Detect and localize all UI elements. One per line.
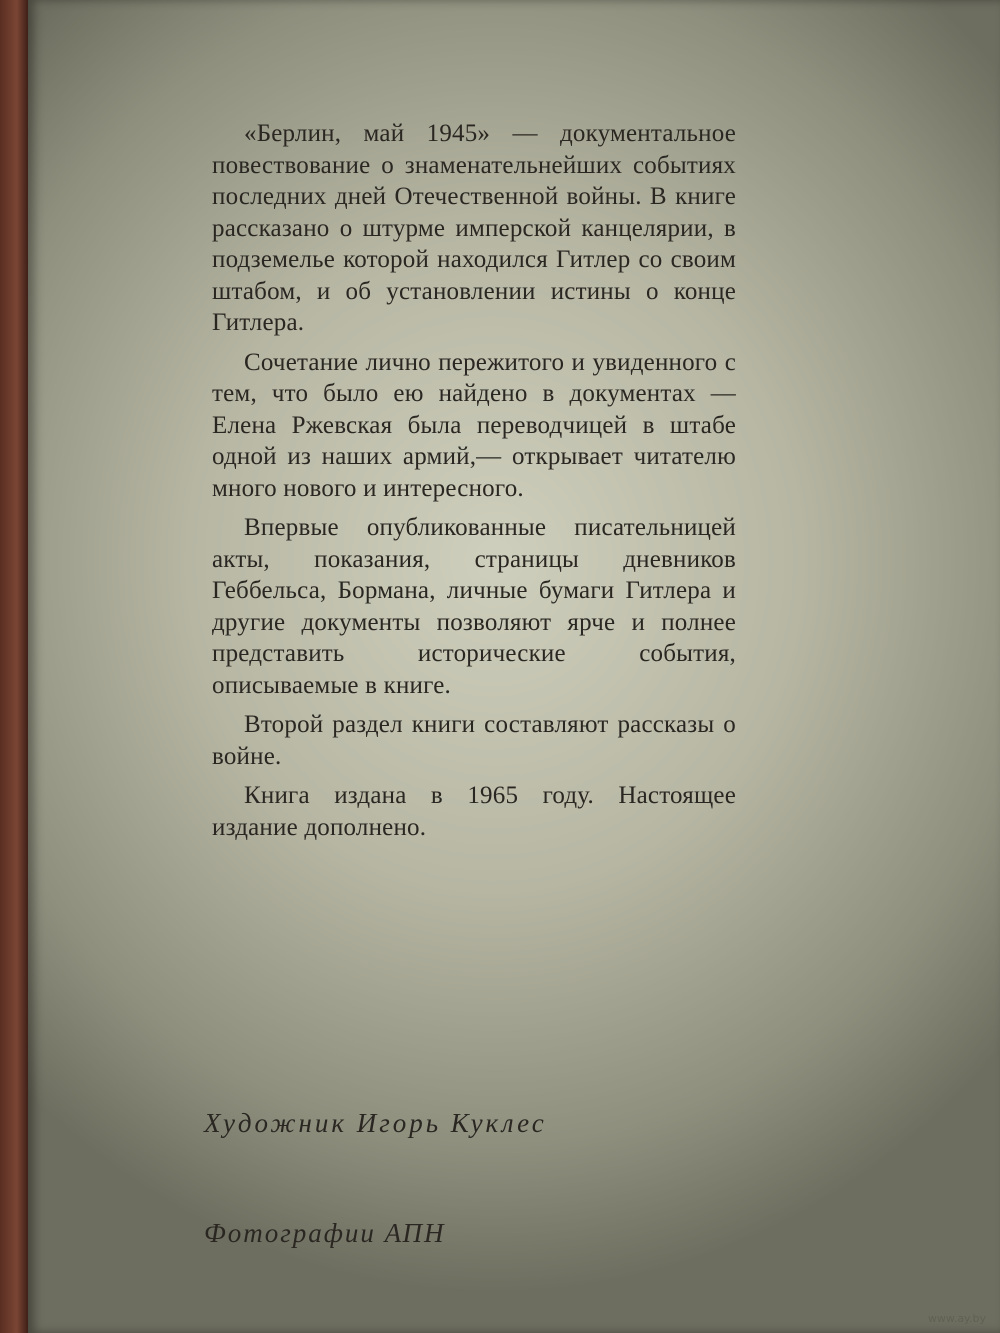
book-page [28,0,1000,1333]
annotation-paragraph-5: Книга издана в 1965 году. Настоящее издание дополнено. [212,782,736,841]
annotation-paragraph-4: Второй раздел книги составляют рассказы о войне. [212,711,736,770]
annotation-text [212,118,736,851]
photo-credit: Фотографии АПН [204,1218,446,1248]
annotation-paragraph-2: Сочетание лично пережитого и увиденного с тем, что было ею найдено в документах — Елена Ржевская была переводчицей в штабе одной из наших армий,— открывает читателю много нового и интересного. [212,348,736,502]
book-binding-edge [0,0,28,1333]
annotation-paragraph-1: «Берлин, май 1945» — документальное повествование о знаменательнейших событиях последних дней Отечественной войны. В книге рассказано о штурме имперской канцелярии, в подземелье которой находился Гитлер со своим штабом, и об установлении истины о конце Гитлера. [212,120,736,336]
artist-credit: Художник Игорь Куклес [204,1108,547,1138]
site-watermark: www.ay.by [927,1312,986,1325]
annotation-paragraph-3: Впервые опубликованные писательницей акты, показания, страницы дневников Геббельса, Бормана, личные бумаги Гитлера и другие документы позволяют ярче и полнее представить исторические события, описываемые в книге. [212,514,736,699]
